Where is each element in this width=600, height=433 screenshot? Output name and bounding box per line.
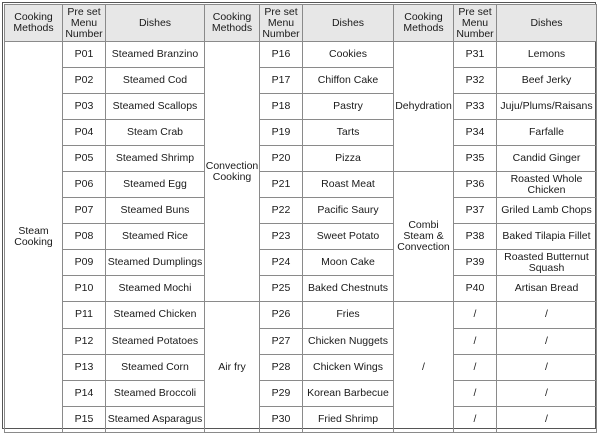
menu-number: P34 bbox=[454, 120, 497, 146]
dish: Artisan Bread bbox=[497, 276, 597, 302]
dish: Tarts bbox=[303, 120, 394, 146]
dish: Steamed Dumplings bbox=[106, 250, 205, 276]
menu-number: P18 bbox=[260, 94, 303, 120]
dish: Beef Jerky bbox=[497, 68, 597, 94]
dish: Roasted Butternut Squash bbox=[497, 250, 597, 276]
table-row bbox=[5, 94, 597, 120]
header-dishes-3: Dishes bbox=[497, 5, 597, 42]
menu-number: P04 bbox=[63, 120, 106, 146]
dish: Steamed Branzino bbox=[106, 42, 205, 68]
table-row bbox=[5, 146, 597, 172]
dish: Cookies bbox=[303, 42, 394, 68]
table-row bbox=[5, 302, 597, 328]
dish: / bbox=[497, 328, 597, 354]
header-dishes-1: Dishes bbox=[106, 5, 205, 42]
dish: Juju/Plums/Raisans bbox=[497, 94, 597, 120]
dish: Chiffon Cake bbox=[303, 68, 394, 94]
menu-number: P39 bbox=[454, 250, 497, 276]
menu-number: P15 bbox=[63, 406, 106, 432]
method-dehydration: Dehydration bbox=[394, 42, 454, 172]
dish: Sweet Potato bbox=[303, 224, 394, 250]
header-dishes-2: Dishes bbox=[303, 5, 394, 42]
dish: Korean Barbecue bbox=[303, 380, 394, 406]
dish: Pizza bbox=[303, 146, 394, 172]
dish: Pastry bbox=[303, 94, 394, 120]
menu-number: / bbox=[454, 354, 497, 380]
header-cooking-methods-2: Cooking Methods bbox=[205, 5, 260, 42]
header-preset-number-1: Pre set Menu Number bbox=[63, 5, 106, 42]
table-row bbox=[5, 198, 597, 224]
menu-number: P08 bbox=[63, 224, 106, 250]
dish: / bbox=[497, 302, 597, 328]
table-row bbox=[5, 328, 597, 354]
menu-number: P28 bbox=[260, 354, 303, 380]
dish: Roast Meat bbox=[303, 172, 394, 198]
dish: Griled Lamb Chops bbox=[497, 198, 597, 224]
menu-number: P17 bbox=[260, 68, 303, 94]
menu-number: P03 bbox=[63, 94, 106, 120]
menu-number: P38 bbox=[454, 224, 497, 250]
dish: Steamed Rice bbox=[106, 224, 205, 250]
menu-number: P33 bbox=[454, 94, 497, 120]
dish: Baked Tilapia Fillet bbox=[497, 224, 597, 250]
menu-number: P16 bbox=[260, 42, 303, 68]
menu-number: P01 bbox=[63, 42, 106, 68]
table-row bbox=[5, 120, 597, 146]
dish: Steamed Egg bbox=[106, 172, 205, 198]
header-cooking-methods-1: Cooking Methods bbox=[5, 5, 63, 42]
method-air-fry: Air fry bbox=[205, 302, 260, 432]
menu-number: P30 bbox=[260, 406, 303, 432]
dish: Pacific Saury bbox=[303, 198, 394, 224]
menu-number: P02 bbox=[63, 68, 106, 94]
menu-number: P13 bbox=[63, 354, 106, 380]
menu-number: P20 bbox=[260, 146, 303, 172]
menu-number: P23 bbox=[260, 224, 303, 250]
table-row bbox=[5, 250, 597, 276]
dish: Chicken Wings bbox=[303, 354, 394, 380]
dish: Steamed Asparagus bbox=[106, 406, 205, 432]
dish: Baked Chestnuts bbox=[303, 276, 394, 302]
dish: Steamed Broccoli bbox=[106, 380, 205, 406]
menu-number: P37 bbox=[454, 198, 497, 224]
dish: Steamed Chicken bbox=[106, 302, 205, 328]
menu-number: P05 bbox=[63, 146, 106, 172]
dish: Chicken Nuggets bbox=[303, 328, 394, 354]
dish: Roasted Whole Chicken bbox=[497, 172, 597, 198]
menu-number: P14 bbox=[63, 380, 106, 406]
dish: Fries bbox=[303, 302, 394, 328]
table-row bbox=[5, 406, 597, 432]
menu-number: P32 bbox=[454, 68, 497, 94]
menu-number: / bbox=[454, 380, 497, 406]
method-convection-cooking: Convection Cooking bbox=[205, 42, 260, 302]
header-preset-number-3: Pre set Menu Number bbox=[454, 5, 497, 42]
dish: Steamed Scallops bbox=[106, 94, 205, 120]
dish: Steamed Potatoes bbox=[106, 328, 205, 354]
menu-number: P11 bbox=[63, 302, 106, 328]
menu-number: P22 bbox=[260, 198, 303, 224]
dish: / bbox=[497, 354, 597, 380]
header-preset-number-2: Pre set Menu Number bbox=[260, 5, 303, 42]
menu-number: P19 bbox=[260, 120, 303, 146]
menu-number: P09 bbox=[63, 250, 106, 276]
menu-number: P24 bbox=[260, 250, 303, 276]
menu-number: P21 bbox=[260, 172, 303, 198]
dish: Steamed Buns bbox=[106, 198, 205, 224]
dish: Steamed Shrimp bbox=[106, 146, 205, 172]
dish: Steam Crab bbox=[106, 120, 205, 146]
table-row bbox=[5, 42, 597, 68]
menu-number: / bbox=[454, 406, 497, 432]
header-cooking-methods-3: Cooking Methods bbox=[394, 5, 454, 42]
table-row bbox=[5, 68, 597, 94]
menu-number: P10 bbox=[63, 276, 106, 302]
dish: / bbox=[497, 406, 597, 432]
table-row bbox=[5, 172, 597, 198]
table-row bbox=[5, 354, 597, 380]
preset-menu-table bbox=[4, 4, 597, 433]
dish: Steamed Cod bbox=[106, 68, 205, 94]
dish: Farfalle bbox=[497, 120, 597, 146]
menu-number: P26 bbox=[260, 302, 303, 328]
table-row bbox=[5, 276, 597, 302]
menu-number: / bbox=[454, 328, 497, 354]
table-row bbox=[5, 380, 597, 406]
dish: / bbox=[497, 380, 597, 406]
menu-number: P31 bbox=[454, 42, 497, 68]
table-row bbox=[5, 224, 597, 250]
dish: Steamed Mochi bbox=[106, 276, 205, 302]
menu-number: P12 bbox=[63, 328, 106, 354]
menu-number: P36 bbox=[454, 172, 497, 198]
menu-number: P25 bbox=[260, 276, 303, 302]
dish: Candid Ginger bbox=[497, 146, 597, 172]
menu-number: P07 bbox=[63, 198, 106, 224]
menu-number: P35 bbox=[454, 146, 497, 172]
menu-number: P27 bbox=[260, 328, 303, 354]
method-none: / bbox=[394, 302, 454, 432]
dish: Steamed Corn bbox=[106, 354, 205, 380]
method-combi-steam-convection: Combi Steam & Convection bbox=[394, 172, 454, 302]
menu-number: P29 bbox=[260, 380, 303, 406]
dish: Fried Shrimp bbox=[303, 406, 394, 432]
header-row bbox=[5, 5, 597, 42]
menu-number: / bbox=[454, 302, 497, 328]
menu-number: P40 bbox=[454, 276, 497, 302]
method-steam-cooking: Steam Cooking bbox=[5, 42, 63, 433]
dish: Lemons bbox=[497, 42, 597, 68]
menu-number: P06 bbox=[63, 172, 106, 198]
dish: Moon Cake bbox=[303, 250, 394, 276]
